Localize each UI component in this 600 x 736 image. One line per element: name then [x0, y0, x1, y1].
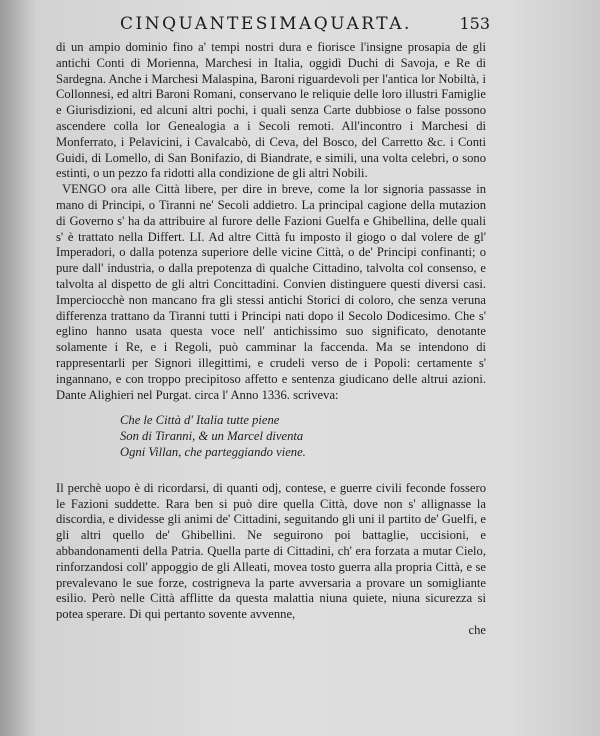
running-head: CINQUANTESIMAQUARTA.: [120, 14, 412, 34]
paragraph-free-cities: VENGO ora alle Città libere, per dire in breve, come la lor signoria passasse in mano di Principi, o Tiranni ne' Secoli addietro. La principal cagione della mutazion di Governo s' ha da attribuire al furore delle Fazioni Guelfa e Ghibellina, delle quali s' è trattato nella Differt. LI. Ad altre Città fu imposto il giogo o dal volere de gl' Imperadori, o dalla potenza superiore delle vicine Città, o de' Principi confinanti; o pure dall' industria, o dalla prepotenza di qualche Cittadino, talvolta col consenso, e talvolta al dispetto de gli altri Concittadini. Convien distinguere questi diversi casi. Imperciocchè non mancano fra gli stessi antichi Storici di coloro, che senza veruna differenza trattano da Tiranni tutti i Principi nati dopo il Secolo Dodicesimo. Che s' eglino hanno usata questa voce nell' antichissimo suo significato, denotante solamente i Re, e i Regoli, può camminar la faccenda. Ma se intendono di rappresentarli per Signori illegittimi, e crudeli verso de i Popoli: certamente s' ingannano, e con troppo precipitoso affetto e sentenza giudicano delle altrui azioni. Dante Alighieri nel Purgat. circa l' Anno 1336. scriveva:: [56, 182, 486, 402]
paragraph-factions: Il perchè uopo è di ricordarsi, di quanti odj, contese, e guerre civili feconde fossero le Fazioni suddette. Rara ben si può dire quella Città, dove non s' allignasse la discordia, e dividesse gli animi de' Cittadini, seguitando gli uni il partito de' Guelfi, e gli altri quello de' Ghibellini. Ne seguirono poi battaglie, uccisioni, e abbandonamenti della Patria. Quella parte di Cittadini, ch' era forzata a mutar Cielo, rinforzandosi coll' appoggio de gli Alleati, movea tosto guerra alla propria Città, e se prevalevano le sue forze, costrigneva la parte avversaria a provare un somigliante esilio. Però nelle Città afflitte da questa malattia niuna quiete, niuna sicurezza si potea sperare. Di qui pertanto sovente avvenne,: [56, 480, 486, 622]
verse-quotation: [120, 413, 486, 460]
catchword: che: [468, 622, 486, 637]
verse-line: Ogni Villan, che parteggiando viene.: [120, 444, 306, 459]
page-header: [120, 14, 490, 38]
paragraph-nobility: di un ampio dominio fino a' tempi nostri dura e fiorisce l'insigne prosapia de gli antichi Conti di Morienna, Marchesi in Italia, oggidì Duchi di Savoja, e Re di Sardegna. Anche i Marchesi Malaspina, Baroni riguardevoli per l'antica lor Nobiltà, i Collonnesi, ed altri Baroni Romani, conservano le reliquie delle loro illustri Famiglie e Giurisdizioni, ed alcuni altri pochi, i quali senza Carte dubbiose o false possono ascendere colla lor Genealogia a i Secoli remoti. All'incontro i Marchesi di Monferrato, i Pelavicini, i Cavalcabò, di Ceva, del Bosco, del Carretto &c. i Conti Guidi, di Lomello, di San Bonifazio, di Biandrate, e simili, una volta celebri, o sono estinti, o un pezzo fa ridotti alla condizione de gli altri Nobili.: [56, 40, 486, 181]
verse-line: Son di Tiranni, & un Marcel diventa: [120, 429, 304, 444]
body-text: [56, 40, 486, 639]
page-number: 153: [459, 14, 490, 33]
verse-line: Che le Città d' Italia tutte piene: [120, 413, 280, 428]
